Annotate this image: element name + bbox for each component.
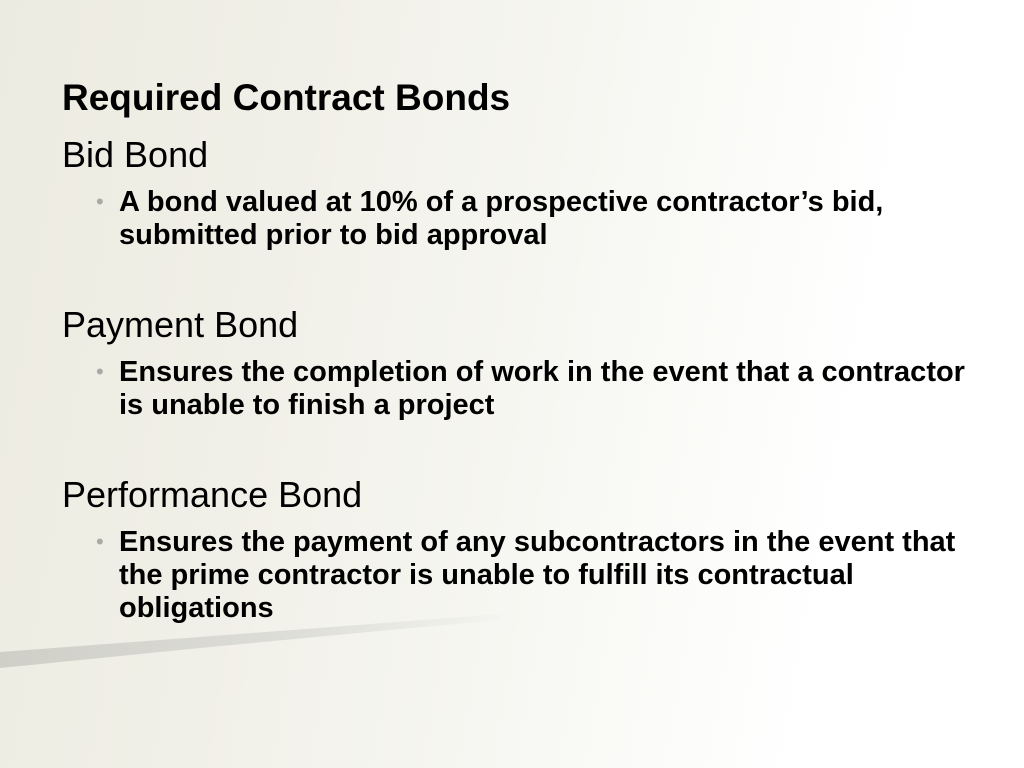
section-bid-bond [62, 134, 992, 252]
bullet-dot-icon: • [96, 359, 104, 384]
bullet-text: A bond valued at 10% of a prospective contractor’s bid, submitted prior to bid approval [119, 186, 884, 251]
bullet-dot-icon: • [96, 529, 104, 554]
slide-title: Required Contract Bonds [62, 77, 511, 118]
slide-content [62, 76, 992, 625]
section-heading-payment-bond: Payment Bond [62, 304, 299, 345]
bullet-dot-icon: • [96, 189, 104, 214]
section-performance-bond [62, 474, 992, 625]
bullet-item [62, 526, 992, 625]
section-heading-performance-bond: Performance Bond [62, 474, 363, 515]
bullet-text: Ensures the completion of work in the event that a contractor is unable to finish a project [119, 356, 965, 421]
section-payment-bond [62, 304, 992, 422]
bullet-item [62, 356, 992, 422]
bullet-text: Ensures the payment of any subcontractors in the event that the prime contractor is unable to fulfill its contractual obligations [119, 526, 956, 624]
section-heading-bid-bond: Bid Bond [62, 134, 209, 175]
bullet-item [62, 186, 992, 252]
